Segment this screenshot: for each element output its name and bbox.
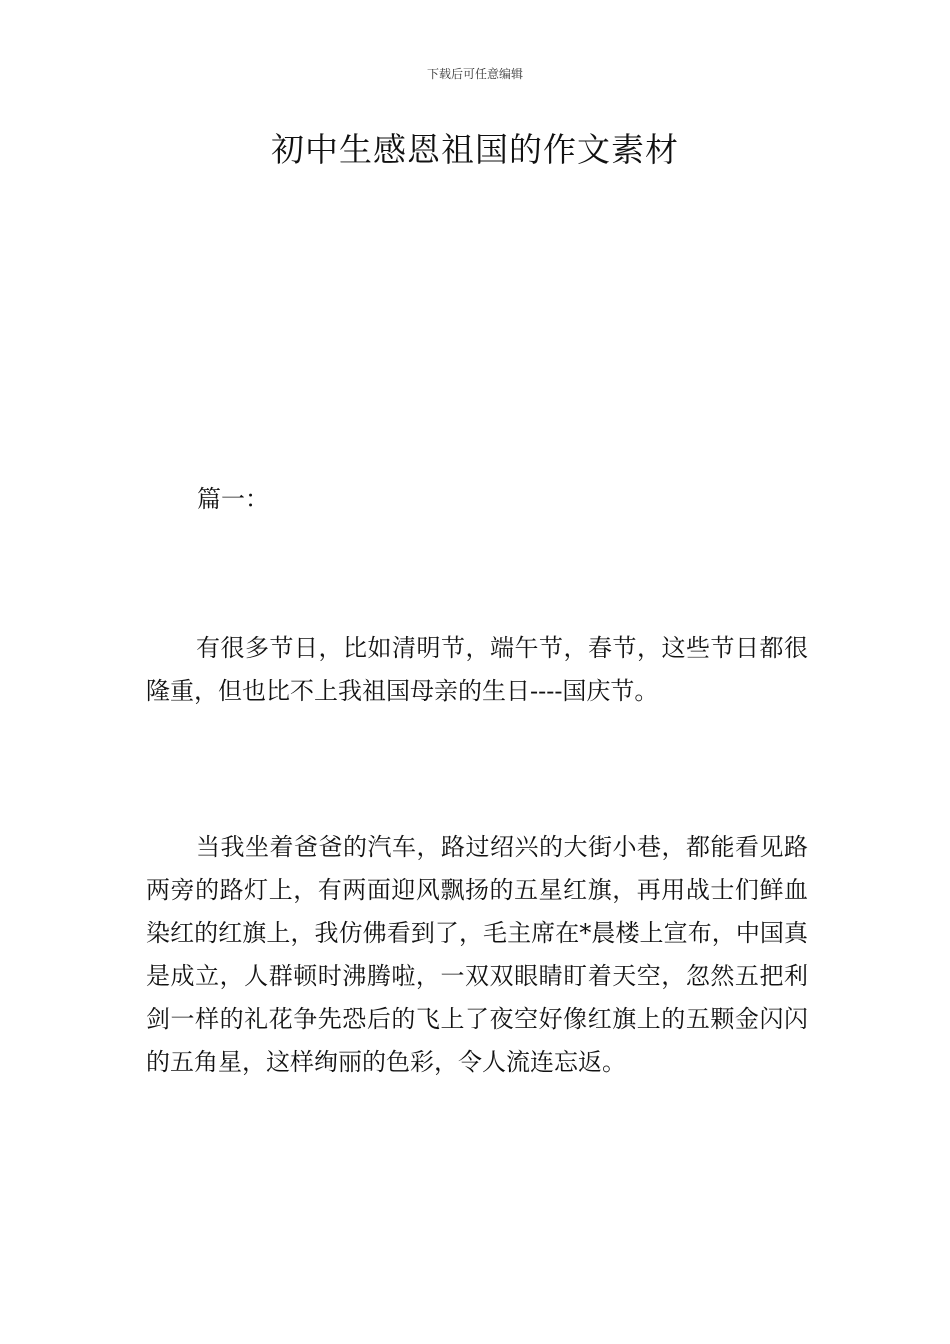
document-title: 初中生感恩祖国的作文素材 xyxy=(271,130,679,169)
paragraph-1: 有很多节日，比如清明节，端午节，春节，这些节日都很隆重，但也比不上我祖国母亲的生日----国庆节。 xyxy=(146,634,808,705)
header-note: 下载后可任意编辑 xyxy=(426,67,523,81)
paragraph-2: 当我坐着爸爸的汽车，路过绍兴的大街小巷，都能看见路两旁的路灯上，有两面迎风飘扬的五星红旗，再用战士们鲜血染红的红旗上，我仿佛看到了，毛主席在*晨楼上宣布，中国真是成立，人群顿时沸腾啦，一双双眼睛盯着天空，忽然五把利剑一样的礼花争先恐后的飞上了夜空好像红旗上的五颗金闪闪的五角星，这样绚丽的色彩，令人流连忘返。 xyxy=(146,833,808,1076)
section-label: 篇一： xyxy=(197,485,269,513)
